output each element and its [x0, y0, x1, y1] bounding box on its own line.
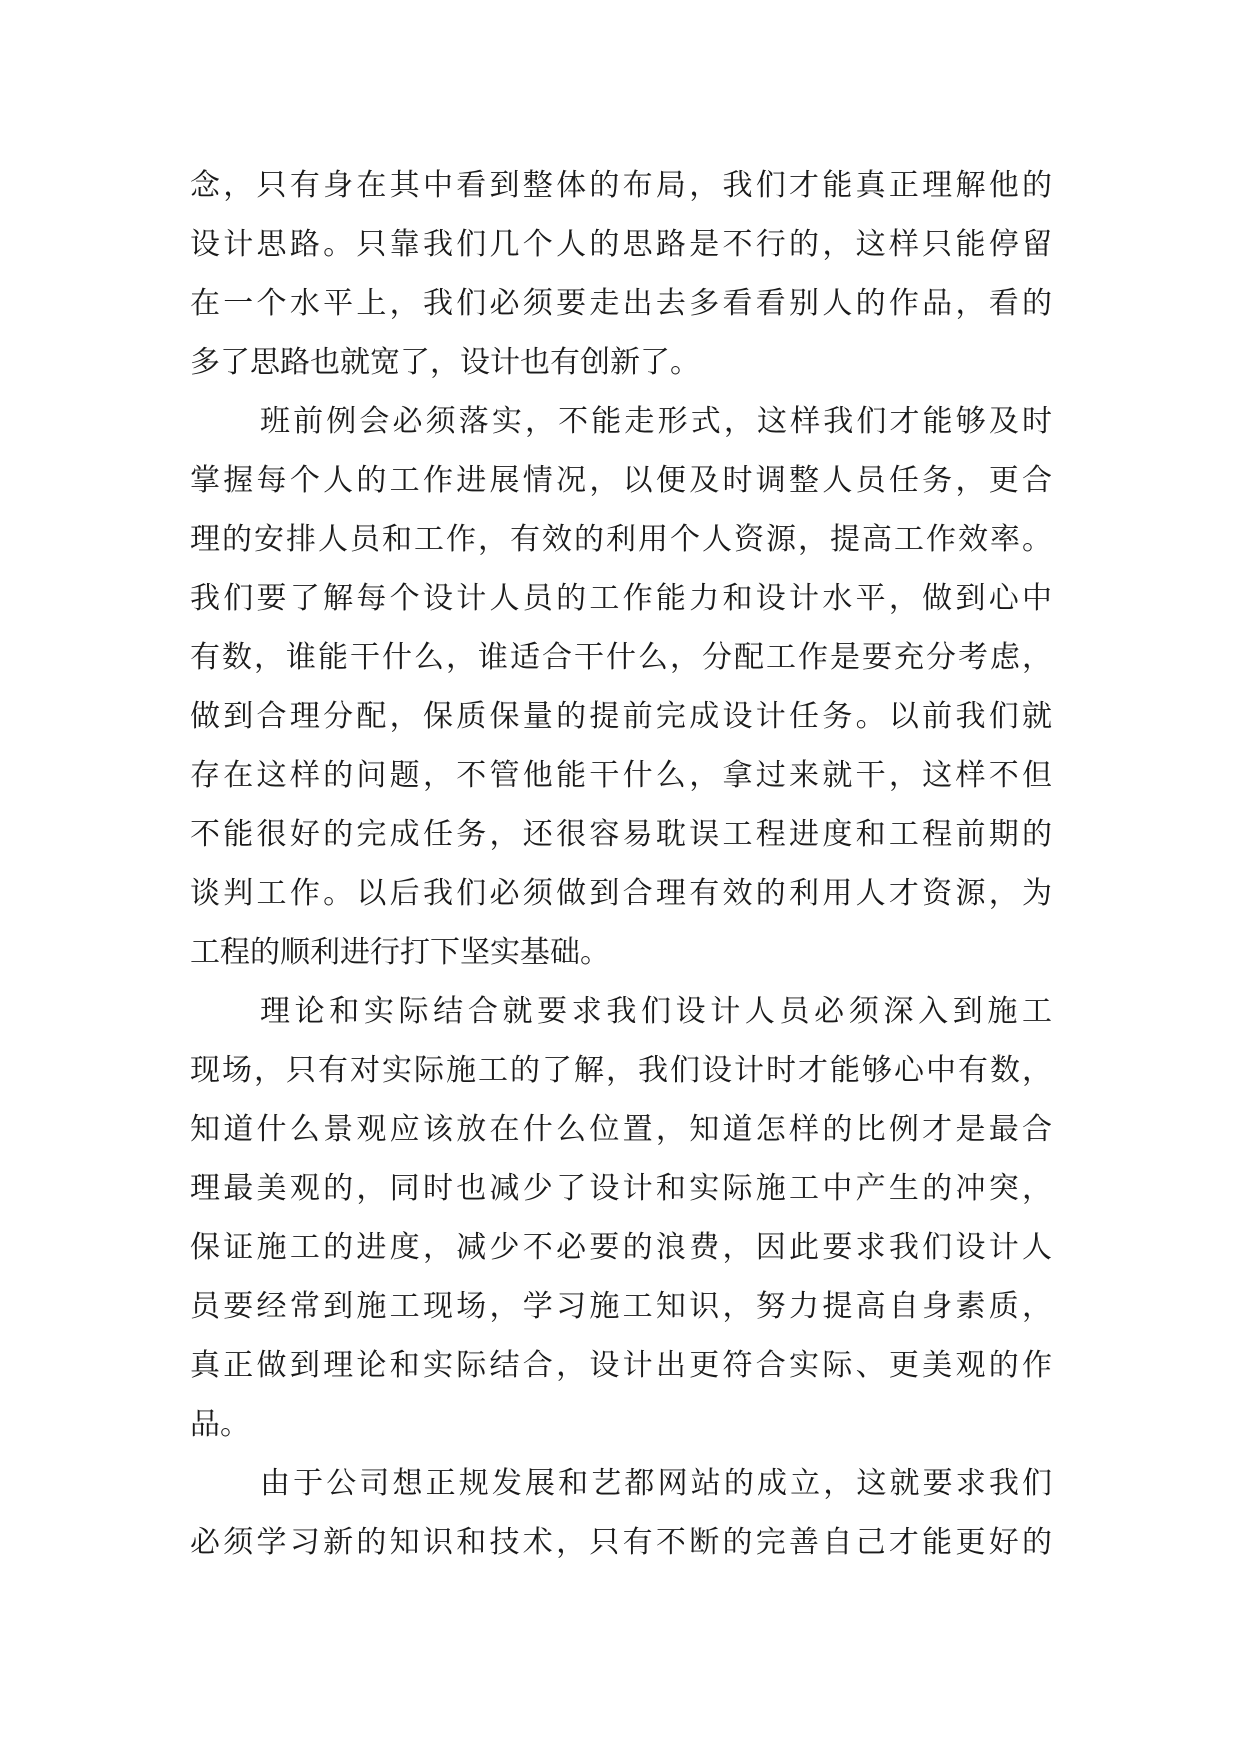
text-line: 班前例会必须落实，不能走形式，这样我们才能够及时: [260, 404, 1056, 439]
text-line: 多了思路也就宽了，设计也有创新了。: [190, 345, 700, 380]
paragraph-2: [190, 392, 1056, 982]
text-line: 在一个水平上，我们必须要走出去多看看别人的作品，看的: [190, 286, 1056, 321]
paragraph-3: [190, 982, 1057, 1454]
paragraph-4: [190, 1454, 1056, 1572]
text-line: 掌握每个人的工作进展情况，以便及时调整人员任务，更合: [190, 463, 1056, 498]
text-line: 员要经常到施工现场，学习施工知识，努力提高自身素质，: [190, 1289, 1056, 1324]
text-line: 品。: [190, 1407, 250, 1442]
text-line: 现场，只有对实际施工的了解，我们设计时才能够心中有数，: [190, 1053, 1054, 1088]
text-line: 保证施工的进度，减少不必要的浪费，因此要求我们设计人: [190, 1230, 1056, 1265]
text-line: 有数，谁能干什么，谁适合干什么，分配工作是要充分考虑，: [190, 640, 1054, 675]
text-line: 我们要了解每个设计人员的工作能力和设计水平，做到心中: [190, 581, 1056, 616]
text-line: 不能很好的完成任务，还很容易耽误工程进度和工程前期的: [190, 817, 1056, 852]
text-line: 工程的顺利进行打下坚实基础。: [190, 935, 610, 970]
text-line: 由于公司想正规发展和艺都网站的成立，这就要求我们: [260, 1466, 1056, 1501]
text-line: 念，只有身在其中看到整体的布局，我们才能真正理解他的: [190, 168, 1056, 203]
text-line: 必须学习新的知识和技术，只有不断的完善自己才能更好的: [190, 1525, 1056, 1560]
text-line: 知道什么景观应该放在什么位置，知道怎样的比例才是最合: [190, 1112, 1056, 1147]
text-line: 存在这样的问题，不管他能干什么，拿过来就干，这样不但: [190, 758, 1056, 793]
body-text: [190, 156, 1057, 1572]
text-line: 做到合理分配，保质保量的提前完成设计任务。以前我们就: [190, 699, 1056, 734]
text-line: 理的安排人员和工作，有效的利用个人资源，提高工作效率。: [190, 522, 1054, 557]
text-line: 谈判工作。以后我们必须做到合理有效的利用人才资源，为: [190, 876, 1056, 911]
text-line: 真正做到理论和实际结合，设计出更符合实际、更美观的作: [190, 1348, 1056, 1383]
text-line: 理论和实际结合就要求我们设计人员必须深入到施工: [260, 994, 1057, 1029]
paragraph-1: [190, 156, 1056, 392]
text-line: 理最美观的，同时也减少了设计和实际施工中产生的冲突，: [190, 1171, 1056, 1206]
text-line: 设计思路。只靠我们几个人的思路是不行的，这样只能停留: [190, 227, 1056, 262]
